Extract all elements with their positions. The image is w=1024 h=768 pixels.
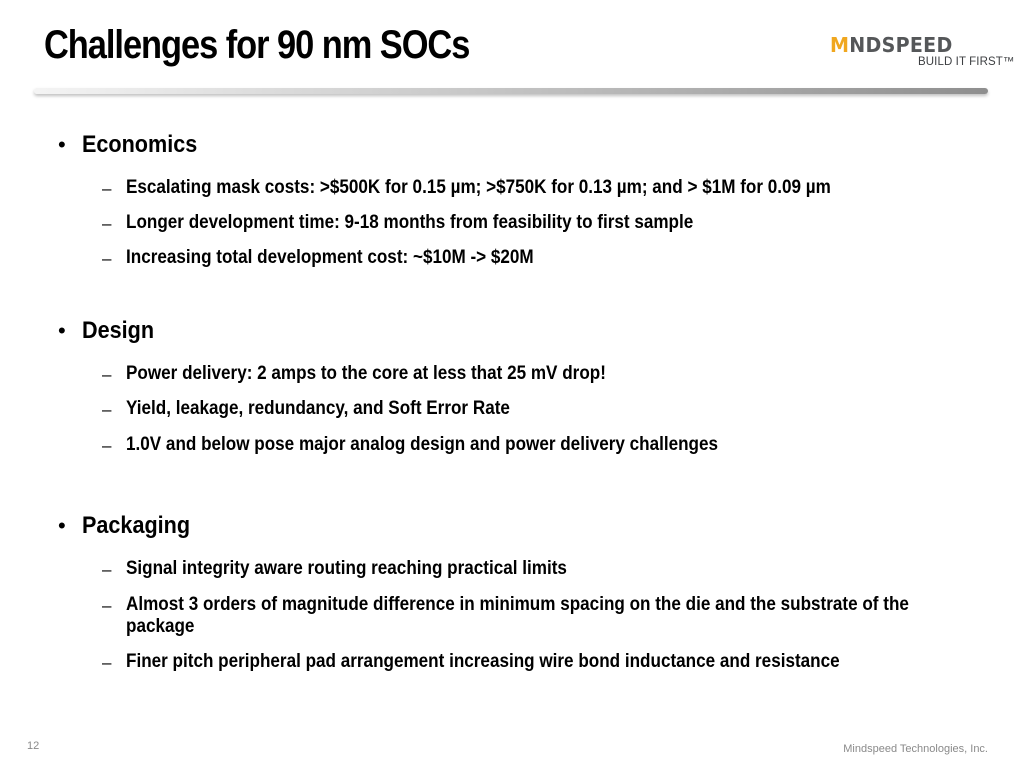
dash-marker: – <box>102 214 112 233</box>
dash-marker: – <box>102 653 112 672</box>
page-number: 12 <box>27 740 40 752</box>
list-item-economics-2: Longer development time: 9-18 months from feasibility to first sample <box>126 212 694 233</box>
footer-company-name: Mindspeed Technologies, Inc. <box>843 743 988 755</box>
bullet-design: • <box>58 318 66 343</box>
logo-wordmark-accent: M <box>830 33 850 57</box>
dash-marker: – <box>102 560 112 579</box>
list-item-packaging-3: Finer pitch peripheral pad arrangement increasing wire bond inductance and resistance <box>126 651 840 672</box>
logo-tagline: BUILD IT FIRST™ <box>918 56 1015 68</box>
list-item-design-1: Power delivery: 2 amps to the core at less that 25 mV drop! <box>126 363 606 384</box>
dash-marker: – <box>102 249 112 268</box>
bullet-economics: • <box>58 132 66 157</box>
heading-packaging: Packaging <box>82 512 191 539</box>
dash-marker: – <box>102 400 112 419</box>
list-item-packaging-1: Signal integrity aware routing reaching practical limits <box>126 558 567 579</box>
bullet-packaging: • <box>58 513 66 538</box>
logo-wordmark <box>830 33 953 57</box>
list-item-economics-3: Increasing total development cost: ~$10M -> $20M <box>126 247 534 268</box>
list-item-economics-1: Escalating mask costs: >$500K for 0.15 µm; >$750K for 0.13 µm; and > $1M for 0.09 µm <box>126 177 831 198</box>
dash-marker: – <box>102 365 112 384</box>
dash-marker: – <box>102 179 112 198</box>
list-item-packaging-2: Almost 3 orders of magnitude difference in minimum spacing on the die and the substrate of the package <box>126 594 909 637</box>
title-divider <box>34 88 988 94</box>
list-item-design-3: 1.0V and below pose major analog design and power delivery challenges <box>126 434 719 455</box>
heading-economics: Economics <box>82 131 198 158</box>
mindspeed-logo <box>830 33 1014 73</box>
heading-design: Design <box>82 317 155 344</box>
dash-marker: – <box>102 596 112 615</box>
slide-title: Challenges for 90 nm SOCs <box>44 23 470 67</box>
logo-wordmark-rest: NDSPEED <box>849 33 953 57</box>
list-item-design-2: Yield, leakage, redundancy, and Soft Error Rate <box>126 398 510 419</box>
dash-marker: – <box>102 436 112 455</box>
